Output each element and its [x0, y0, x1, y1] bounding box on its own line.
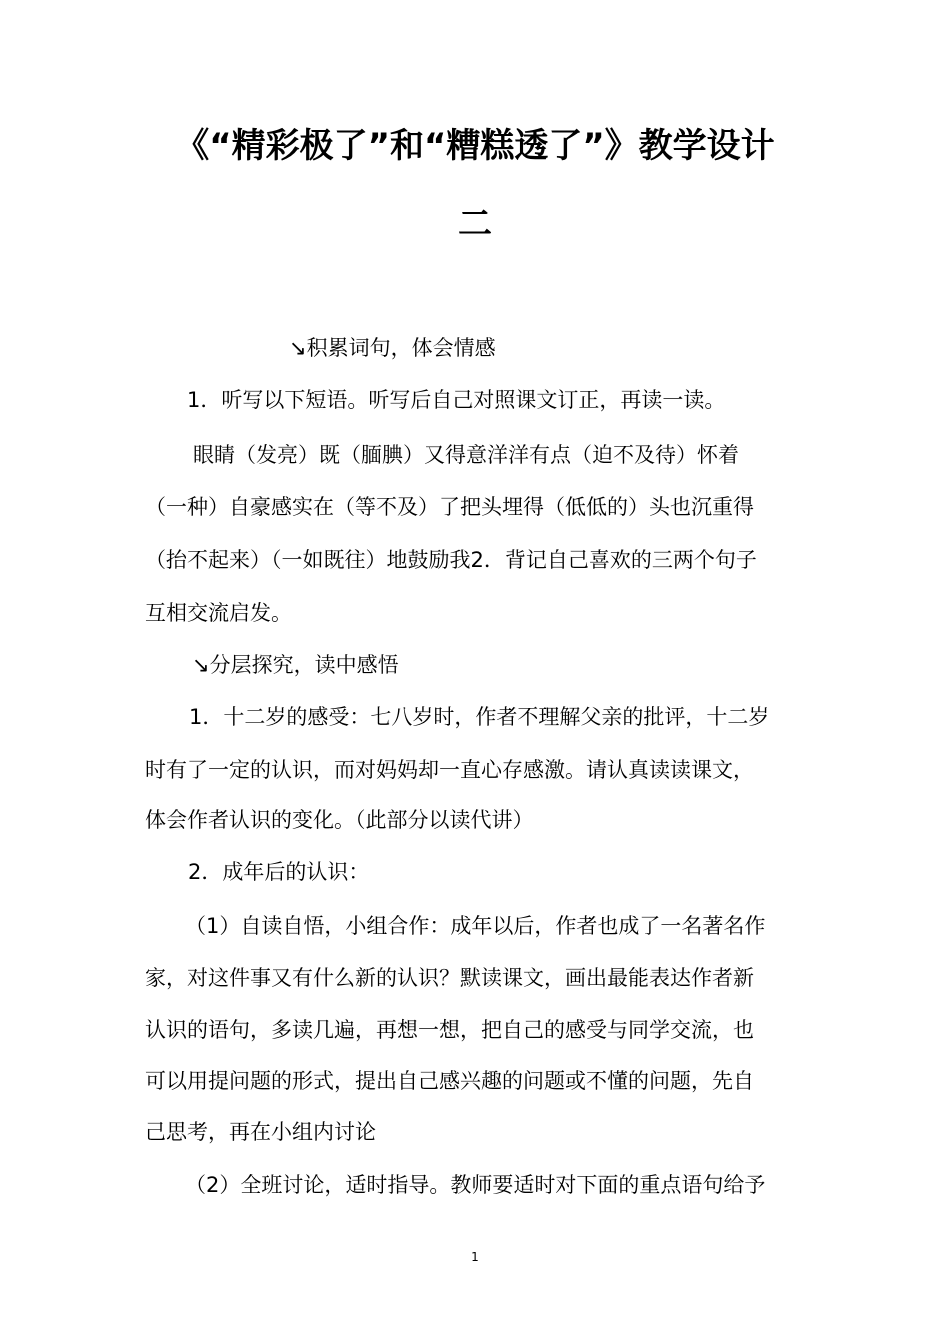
- section-heading-explore: ↘分层探究，读中感悟: [192, 653, 399, 677]
- paragraph-line: 己思考，再在小组内讨论: [145, 1120, 376, 1144]
- document-title-continuation: 二: [458, 204, 492, 244]
- document-title: 《“精彩极了”和“糟糕透了”》教学设计: [175, 126, 775, 166]
- paragraph-line: （一种）自豪感实在（等不及）了把头埋得（低低的）头也沉重得: [145, 495, 754, 519]
- paragraph-line: 家，对这件事又有什么新的认识？默读课文，画出最能表达作者新: [145, 966, 754, 990]
- paragraph-line: 时有了一定的认识，而对妈妈却一直心存感激。请认真读读课文，: [145, 758, 754, 782]
- paragraph-line: 眼睛（发亮）既（腼腆）又得意洋洋有点（迫不及待）怀着: [193, 443, 739, 467]
- paragraph-line: （1）自读自悟，小组合作：成年以后，作者也成了一名著名作: [185, 914, 766, 938]
- paragraph-line: 1．听写以下短语。听写后自己对照课文订正，再读一读。: [187, 388, 726, 412]
- paragraph-line: 互相交流启发。: [145, 601, 292, 625]
- paragraph-line: 2．成年后的认识：: [188, 860, 370, 884]
- paragraph-line: 认识的语句，多读几遍，再想一想，把自己的感受与同学交流，也: [145, 1018, 754, 1042]
- section-heading-accumulate: ↘积累词句，体会情感: [289, 336, 496, 360]
- paragraph-line: 体会作者认识的变化。（此部分以读代讲）: [145, 808, 534, 832]
- paragraph-line: 可以用提问题的形式，提出自己感兴趣的问题或不懂的问题，先自: [145, 1069, 754, 1093]
- paragraph-line: （2）全班讨论，适时指导。教师要适时对下面的重点语句给予: [185, 1173, 766, 1197]
- page-number: 1: [471, 1250, 479, 1264]
- paragraph-line: （抬不起来）（一如既往）地鼓励我2．背记自己喜欢的三两个句子: [145, 548, 757, 572]
- paragraph-line: 1．十二岁的感受：七八岁时，作者不理解父亲的批评，十二岁: [189, 705, 770, 729]
